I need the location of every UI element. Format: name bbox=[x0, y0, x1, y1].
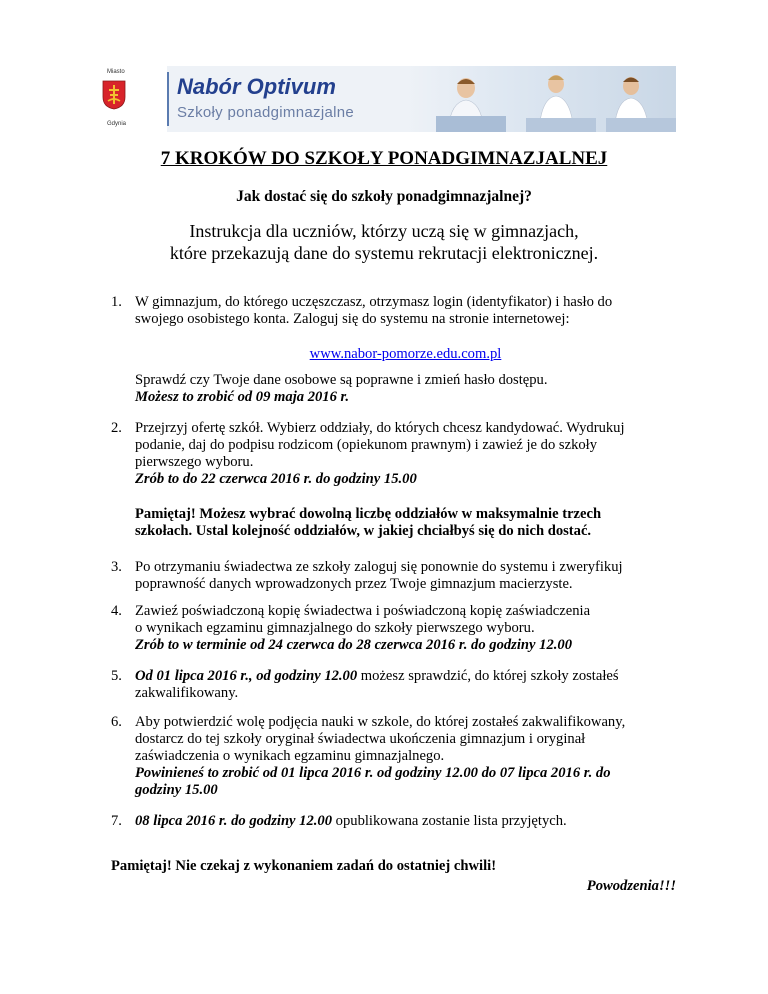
step-2-remember bbox=[135, 506, 676, 540]
students-photo bbox=[406, 66, 676, 132]
page-subtitle: Jak dostać się do szkoły ponadgimnazjalnej? bbox=[236, 188, 532, 205]
step-number: 5. bbox=[111, 668, 122, 684]
banner-title: Nabór Optivum bbox=[177, 74, 336, 99]
link-wrap bbox=[135, 346, 676, 363]
step-5-rest: możesz sprawdzić, do której szkoły zostałeś bbox=[357, 668, 619, 684]
step-line: Aby potwierdzić wolę podjęcia nauki w szkole, do której zostałeś zakwalifikowany, bbox=[135, 714, 626, 730]
step-number: 6. bbox=[111, 714, 122, 730]
step-4-text bbox=[135, 603, 676, 637]
step-number: 4. bbox=[111, 603, 122, 619]
step-line: Zawieź poświadczoną kopię świadectwa i poświadczoną kopię zaświadczenia bbox=[135, 603, 591, 619]
final-reminder: Pamiętaj! Nie czekaj z wykonaniem zadań do ostatniej chwili! bbox=[111, 858, 497, 874]
intro-text bbox=[0, 220, 768, 264]
remember-line: Pamiętaj! Możesz wybrać dowolną liczbę oddziałów w maksymalnie trzech bbox=[135, 506, 602, 522]
nabor-optivum-banner bbox=[91, 66, 676, 132]
crest-bottom-text: Gdynia bbox=[107, 121, 127, 127]
step-number: 3. bbox=[111, 559, 122, 575]
intro-line: Instrukcja dla uczniów, którzy uczą się w gimnazjach, bbox=[189, 221, 579, 241]
step-line: o wynikach egzaminu gimnazjalnego do szkoły pierwszego wyboru. bbox=[135, 620, 535, 636]
step-line: Po otrzymaniu świadectwa ze szkoły zaloguj się ponownie do systemu i zweryfikuj bbox=[135, 559, 623, 575]
step-line: W gimnazjum, do którego uczęszczasz, otrzymasz login (identyfikator) i hasło do bbox=[135, 294, 613, 310]
deadline-line: godziny 15.00 bbox=[135, 782, 218, 798]
step-line: zaświadczenia o wynikach egzaminu gimnazjalnego. bbox=[135, 748, 445, 764]
remember-line: szkołach. Ustal kolejność oddziałów, w jakiej chciałbyś się do nich dostać. bbox=[135, 523, 592, 539]
step-number: 7. bbox=[111, 813, 122, 829]
step-1-deadline: Możesz to zrobić od 09 maja 2016 r. bbox=[135, 389, 350, 405]
step-line: swojego osobistego konta. Zaloguj się do systemu na stronie internetowej: bbox=[135, 311, 570, 327]
step-6-deadline bbox=[135, 765, 676, 799]
step-line: pierwszego wyboru. bbox=[135, 454, 254, 470]
step-6-text bbox=[135, 714, 676, 765]
intro-line: które przekazują dane do systemu rekrutacji elektronicznej. bbox=[169, 243, 599, 263]
nabor-pomorze-link[interactable]: www.nabor-pomorze.edu.com.pl bbox=[309, 346, 502, 362]
page-title: 7 KROKÓW DO SZKOŁY PONADGIMNAZJALNEJ bbox=[160, 148, 608, 169]
deadline-line: Powinieneś to zrobić od 01 lipca 2016 r. od godziny 12.00 do 07 lipca 2016 r. do bbox=[135, 765, 611, 781]
step-line: dostarcz do tej szkoły oryginał świadectwa ukończenia gimnazjum i oryginał bbox=[135, 731, 586, 747]
step-5-date: Od 01 lipca 2016 r., od godziny 12.00 bbox=[135, 668, 358, 684]
step-4-deadline: Zrób to w terminie od 24 czerwca do 28 czerwca 2016 r. do godziny 12.00 bbox=[135, 637, 572, 653]
step-7-date: 08 lipca 2016 r. do godziny 12.00 bbox=[135, 813, 333, 829]
step-1-after: Sprawdź czy Twoje dane osobowe są poprawne i zmień hasło dostępu. bbox=[135, 372, 548, 388]
gdynia-crest-icon bbox=[102, 80, 126, 110]
step-2-text bbox=[135, 420, 676, 471]
step-number: 2. bbox=[111, 420, 122, 436]
signoff: Powodzenia!!! bbox=[586, 878, 676, 894]
step-line: poprawność danych wprowadzonych przez Twoje gimnazjum macierzyste. bbox=[135, 576, 573, 592]
step-line bbox=[135, 668, 676, 685]
step-3-text bbox=[135, 559, 676, 593]
crest-top-text: Miasto bbox=[107, 69, 125, 75]
step-7-text bbox=[135, 813, 676, 830]
banner-divider bbox=[167, 72, 169, 126]
step-5-text bbox=[135, 668, 676, 702]
step-number: 1. bbox=[111, 294, 122, 310]
banner-subtitle: Szkoły ponadgimnazjalne bbox=[177, 104, 355, 121]
step-1-text bbox=[135, 294, 676, 328]
step-7-rest: opublikowana zostanie lista przyjętych. bbox=[332, 813, 567, 829]
step-line: Przejrzyj ofertę szkół. Wybierz oddziały, do których chcesz kandydować. Wydrukuj bbox=[135, 420, 625, 436]
step-line: podanie, daj do podpisu rodzicom (opiekunom prawnym) i zawieź je do szkoły bbox=[135, 437, 598, 453]
step-line: zakwalifikowany. bbox=[135, 685, 239, 701]
city-crest-block bbox=[91, 66, 167, 132]
step-2-deadline: Zrób to do 22 czerwca 2016 r. do godziny 15.00 bbox=[135, 471, 417, 487]
